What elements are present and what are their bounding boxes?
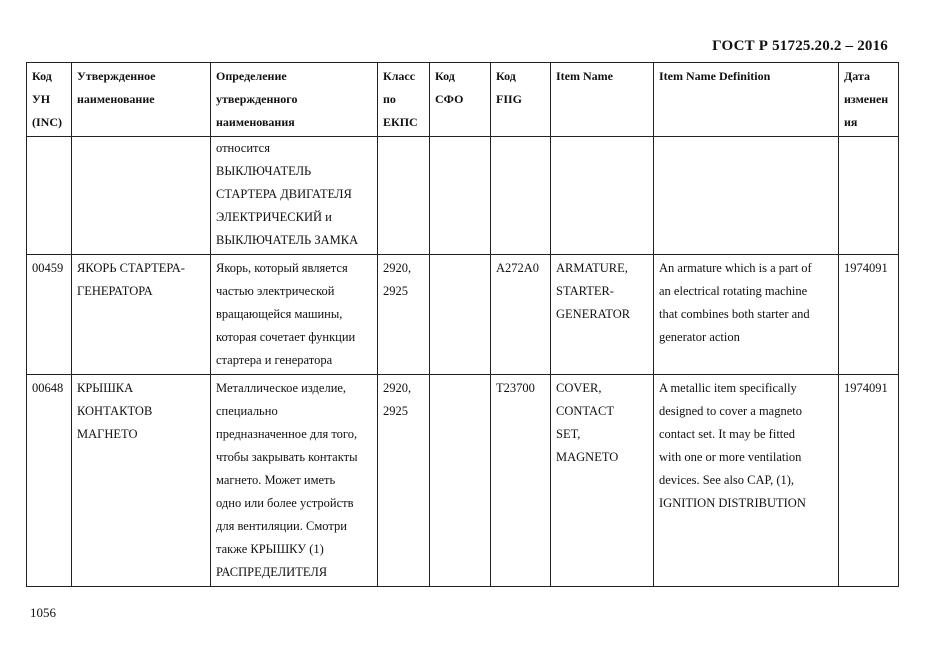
cell-item-name-definition: An armature which is a part of an electrical rotating machine that combines both starter and generator action bbox=[654, 255, 839, 375]
cell-change-date bbox=[839, 137, 899, 255]
table-row bbox=[27, 137, 899, 255]
cell-code-fiig: A272A0 bbox=[491, 255, 551, 375]
cell-class bbox=[378, 137, 430, 255]
cell-item-name bbox=[551, 137, 654, 255]
cell-item-name: COVER, CONTACT SET, MAGNETO bbox=[551, 375, 654, 587]
header-item-name: Item Name bbox=[551, 63, 654, 137]
header-code-inc: Код УН (INC) bbox=[27, 63, 72, 137]
cell-definition: Якорь, который является частью электрической вращающейся машины, которая сочетает функции стартера и генератора bbox=[211, 255, 378, 375]
cell-code-fiig: T23700 bbox=[491, 375, 551, 587]
table-row bbox=[27, 255, 899, 375]
cell-code-sfo bbox=[430, 255, 491, 375]
cell-change-date: 1974091 bbox=[839, 375, 899, 587]
header-approved-name: Утвержденное наименование bbox=[72, 63, 211, 137]
cell-code-inc: 00459 bbox=[27, 255, 72, 375]
header-code-sfo: Код СФО bbox=[430, 63, 491, 137]
cell-definition: Металлическое изделие, специально предназначенное для того, чтобы закрывать контакты магнето. Может иметь одно или более устройств для вентиляции. Смотри также КРЫШКУ (1) РАСПРЕДЕЛИТЕЛЯ bbox=[211, 375, 378, 587]
cell-approved-name: ЯКОРЬ СТАРТЕРА- ГЕНЕРАТОРА bbox=[72, 255, 211, 375]
cell-class: 2920, 2925 bbox=[378, 255, 430, 375]
cell-definition: относится ВЫКЛЮЧАТЕЛЬ СТАРТЕРА ДВИГАТЕЛЯ ЭЛЕКТРИЧЕСКИЙ и ВЫКЛЮЧАТЕЛЬ ЗАМКА bbox=[211, 137, 378, 255]
cell-code-fiig bbox=[491, 137, 551, 255]
page-number: 1056 bbox=[30, 605, 56, 620]
cell-item-name-definition bbox=[654, 137, 839, 255]
cell-item-name-definition: A metallic item specifically designed to cover a magneto contact set. It may be fitted with one or more ventilation devices. See also CAP, (1), IGNITION DISTRIBUTION bbox=[654, 375, 839, 587]
cell-code-sfo bbox=[430, 137, 491, 255]
cell-code-inc bbox=[27, 137, 72, 255]
table-row bbox=[27, 375, 899, 587]
header-item-name-definition: Item Name Definition bbox=[654, 63, 839, 137]
header-definition: Определение утвержденного наименования bbox=[211, 63, 378, 137]
header-change-date: Дата изменен ия bbox=[839, 63, 899, 137]
item-name-table bbox=[26, 62, 899, 587]
cell-approved-name bbox=[72, 137, 211, 255]
header-code-fiig: Код FIIG bbox=[491, 63, 551, 137]
standard-title: ГОСТ Р 51725.20.2 – 2016 bbox=[712, 38, 888, 54]
table-header-row bbox=[27, 63, 899, 137]
cell-item-name: ARMATURE, STARTER- GENERATOR bbox=[551, 255, 654, 375]
cell-approved-name: КРЫШКА КОНТАКТОВ МАГНЕТО bbox=[72, 375, 211, 587]
cell-code-sfo bbox=[430, 375, 491, 587]
header-class: Класс по ЕКПС bbox=[378, 63, 430, 137]
cell-change-date: 1974091 bbox=[839, 255, 899, 375]
cell-class: 2920, 2925 bbox=[378, 375, 430, 587]
cell-code-inc: 00648 bbox=[27, 375, 72, 587]
